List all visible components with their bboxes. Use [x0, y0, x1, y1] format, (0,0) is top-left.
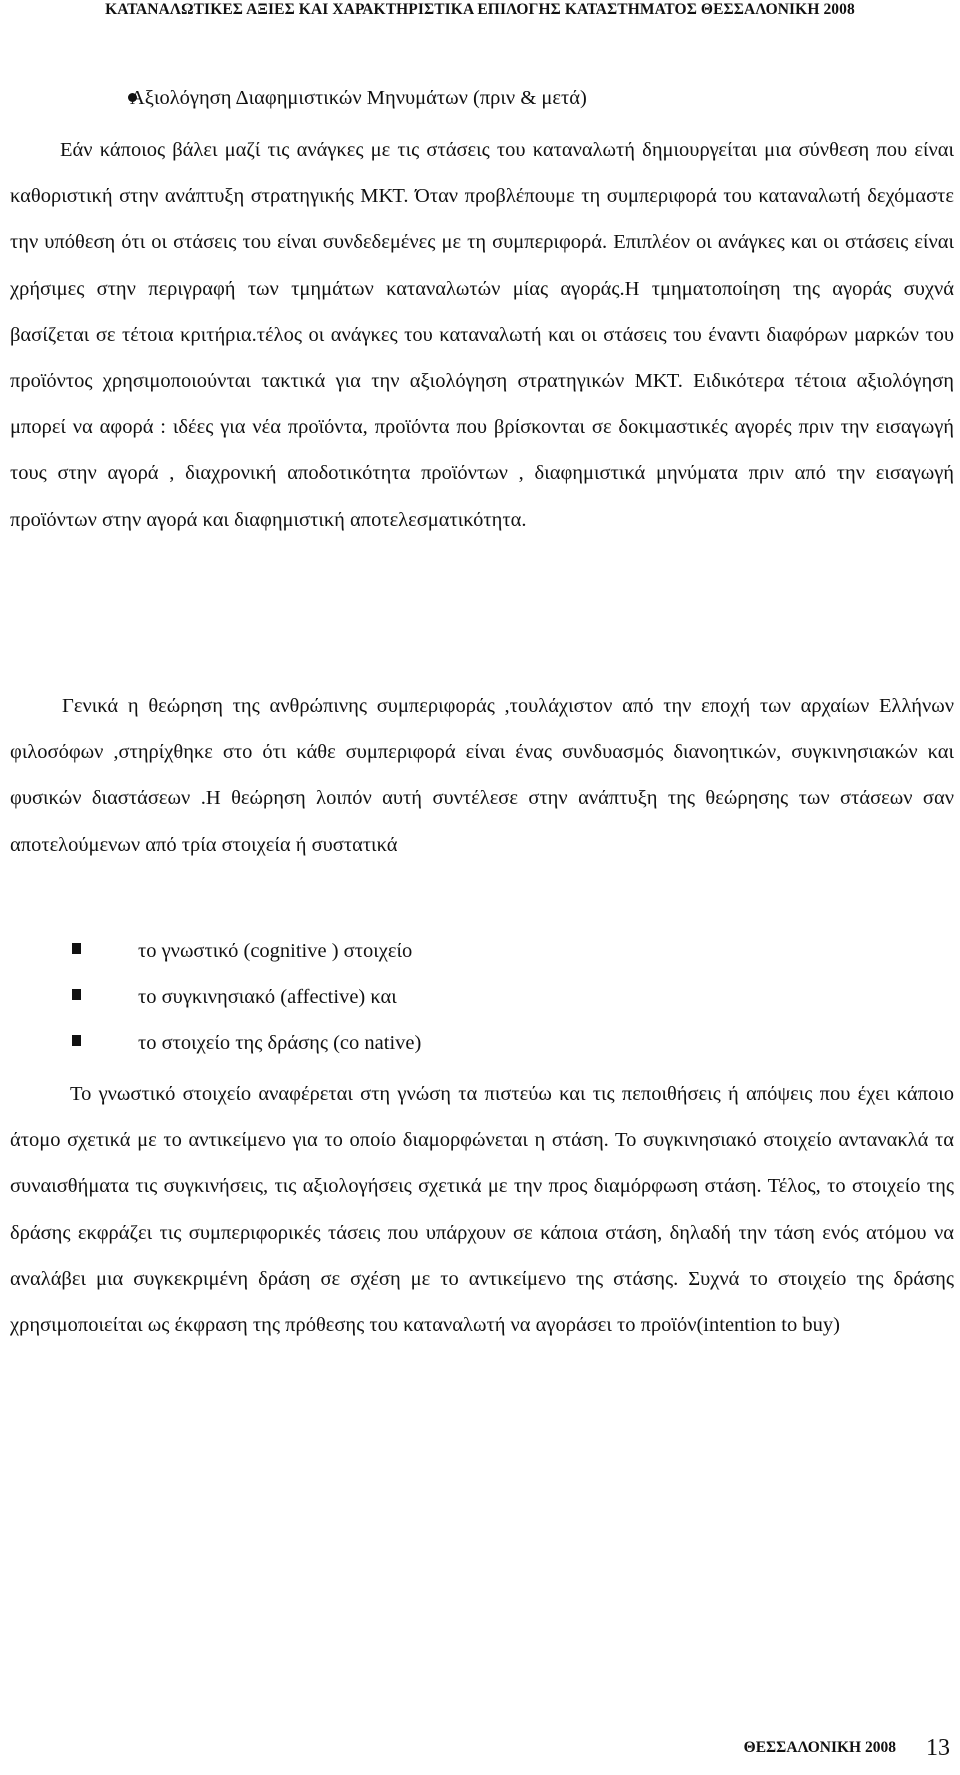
list-item-label: το γνωστικό (cognitive ) στοιχείο — [138, 940, 413, 962]
paragraph-components-explained: Το γνωστικό στοιχείο αναφέρεται στη γνώση τα πιστεύω και τις πεποιθήσεις ή απόψεις που έχει κάποιο άτομο σχετικά με το αντικείμενο για το οποίο διαμορφώνεται η στάση. Το συγκινησιακό στοιχείο αντανακλά τα συναισθήματα τις συγκινήσεις, τις αξιολογήσεις σχετικά με την προς διαμόρφωση στάση. Τέλος, το στοιχείο της δράσης εκφράζει τις συμπεριφορικές τάσεις που υπάρχουν σε κάποια στάση, δηλαδή την τάση ενός ατόμου να αναλάβει μια συγκεκριμένη δράση σε σχέση με το αντικείμενο της στάσης. Συχνά το στοιχείο της δράσης χρησιμοποιείται ως έκφραση της πρόθεσης του καταναλωτή να αγοράσει το προϊόν(intention to buy) — [10, 1083, 954, 1337]
list-item-cognitive — [0, 928, 960, 974]
square-bullet-icon — [72, 943, 81, 954]
list-item-conative — [0, 1020, 960, 1066]
page-number: 13 — [926, 1735, 950, 1761]
bullet-heading: Αξιολόγηση Διαφημιστικών Μηνυμάτων (πριν & μετά) — [130, 87, 587, 109]
running-header: ΚΑΤΑΝΑΛΩΤΙΚΕΣ ΑΞΙΕΣ ΚΑΙ ΧΑΡΑΚΤΗΡΙΣΤΙΚΑ ΕΠΙΛΟΓΗΣ ΚΑΤΑΣΤΗΜΑΤΟΣ ΘΕΣΣΑΛΟΝΙΚΗ 2008 — [105, 1, 855, 18]
paragraph-needs-attitudes: Εάν κάποιος βάλει μαζί τις ανάγκες με τις στάσεις του καταναλωτή δημιουργείται μια σύνθεση που είναι καθοριστική στην ανάπτυξη στρατηγικής ΜΚΤ. Όταν προβλέπουμε τη συμπεριφορά του καταναλωτή δεχόμαστε την υπόθεση ότι οι στάσεις του είναι συνδεδεμένες με τη συμπεριφορά. Επιπλέον οι ανάγκες και οι στάσεις είναι χρήσιμες στην περιγραφή των τμημάτων καταναλωτών μίας αγοράς.Η τμηματοποίηση της αγοράς συχνά βασίζεται σε τέτοια κριτήρια.τέλος οι ανάγκες του καταναλωτή και οι στάσεις του έναντι διαφόρων μαρκών του προϊόντος χρησιμοποιούνται τακτικά για την αξιολόγηση στρατηγικών ΜΚΤ. Ειδικότερα τέτοια αξιολόγηση μπορεί να αφορά : ιδέες για νέα προϊόντα, προϊόντα που βρίσκονται σε δοκιμαστικές αγορές πριν την εισαγωγή τους στην αγορά , διαχρονική αποδοτικότητα προϊόντων , διαφημιστικά μηνύματα πριν από την εισαγωγή προϊόντων στην αγορά και διαφημιστική αποτελεσματικότητα. — [10, 139, 954, 531]
square-bullet-icon — [72, 989, 81, 1000]
list-item-label: το στοιχείο της δράσης (co native) — [138, 1032, 422, 1054]
paragraph-behavior-theory: Γενικά η θεώρηση της ανθρώπινης συμπεριφοράς ,τουλάχιστον από την εποχή των αρχαίων Ελλήνων φιλοσόφων ,στηρίχθηκε στο ότι κάθε συμπεριφορά είναι ένας συνδυασμός διανοητικών, συγκινησιακών και φυσικών διαστάσεων .Η θεώρηση λοιπόν αυτή συντέλεσε στην ανάπτυξη της θεώρησης των στάσεων σαν αποτελούμενων από τρία στοιχεία ή συστατικά — [10, 695, 954, 856]
list-item-affective — [0, 974, 960, 1020]
square-bullet-icon — [72, 1035, 81, 1046]
footer-city-year: ΘΕΣΣΑΛΟΝΙΚΗ 2008 — [743, 1739, 896, 1756]
list-item-label: το συγκινησιακό (affective) και — [138, 986, 397, 1008]
